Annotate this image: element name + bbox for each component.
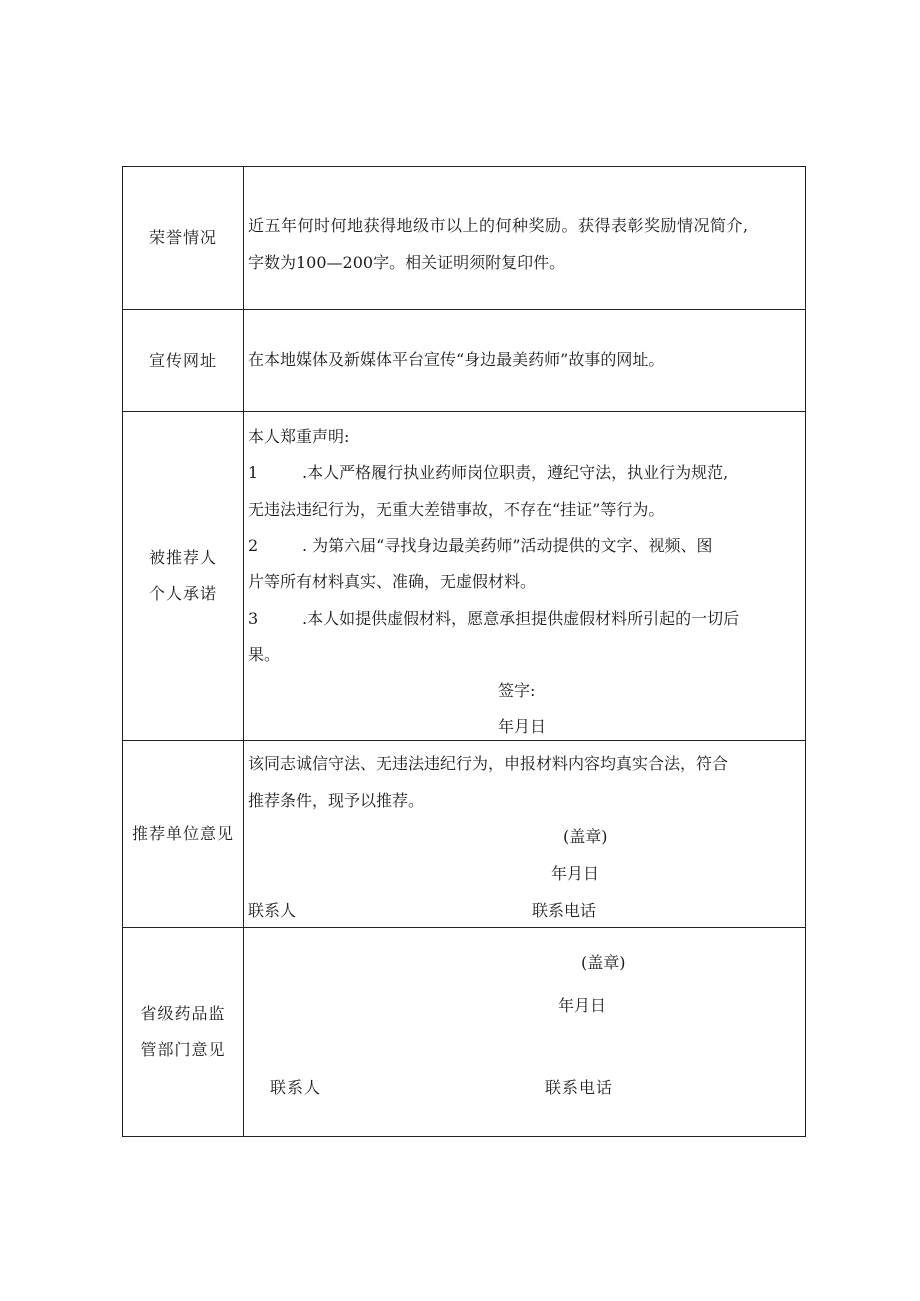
pledge-label: 被推荐人 [148,548,217,567]
pledge-item [248,536,713,556]
provincial-regulator-label: 省级药品监 [140,1004,226,1023]
pledge-signature: 签字: [498,681,536,700]
recommending-unit-label: 推荐单位意见 [131,824,234,843]
honors-row [123,167,805,310]
provincial-regulator-contact-person: 联系人 [270,1078,322,1097]
publicity-url-row [123,310,805,412]
recommending-unit-date: 年月日 [551,864,600,883]
pledge-item-continuation: 片等所有材料真实、准确，无虚假材料。 [248,572,537,591]
pledge-item [248,463,728,483]
nomination-form-table [122,166,806,1137]
provincial-regulator-row [123,928,805,1136]
publicity-url-label: 宣传网址 [148,350,217,370]
recommending-unit-seal: (盖章) [563,827,608,846]
pledge-content-cell[interactable] [245,412,805,740]
publicity-url-label-cell [123,310,244,411]
honors-text-line: 近五年何时何地获得地级市以上的何种奖励。获得表彰奖励情况简介, [248,216,749,235]
pledge-date: 年月日 [498,717,547,736]
pledge-item-number: 2 [248,536,259,555]
pledge-item-text: .本人如提供虚假材料，愿意承担提供虚假材料所引起的一切后 [302,609,740,628]
pledge-heading: 本人郑重声明: [248,427,350,446]
publicity-url-content-cell[interactable] [245,310,805,411]
recommending-unit-text-line: 该同志诚信守法、无违法违纪行为，申报材料内容均真实合法，符合 [248,754,729,773]
provincial-regulator-date: 年月日 [558,996,607,1015]
pledge-item-continuation: 无违法违纪行为，无重大差错事故，不存在“挂证”等行为。 [248,500,665,519]
recommending-unit-text-line: 推荐条件，现予以推荐。 [248,791,425,810]
provincial-regulator-content-cell[interactable] [245,928,805,1136]
recommending-unit-content-cell[interactable] [245,741,805,927]
recommending-unit-contact-person: 联系人 [248,901,297,920]
pledge-item-number: 3 [248,609,259,628]
pledge-item-text: . 为第六届“寻找身边最美药师”活动提供的文字、视频、图 [302,536,713,555]
honors-content-cell[interactable] [245,167,805,309]
pledge-row [123,412,805,741]
publicity-url-text: 在本地媒体及新媒体平台宣传“身边最美药师”故事的网址。 [248,350,665,369]
pledge-item-text: .本人严格履行执业药师岗位职责，遵纪守法，执业行为规范, [302,463,729,482]
pledge-item-continuation: 果。 [248,645,281,664]
honors-label: 荣誉情况 [148,228,217,247]
provincial-regulator-seal: (盖章) [581,953,626,972]
recommending-unit-row [123,741,805,928]
honors-label-cell [123,167,244,309]
pledge-item-number: 1 [248,463,259,482]
honors-text-line: 字数为100—200字。相关证明须附复印件。 [248,253,566,272]
provincial-regulator-label-cell [123,928,244,1136]
provincial-regulator-label: 管部门意见 [140,1040,226,1059]
pledge-item [248,609,739,629]
recommending-unit-label-cell [123,741,244,927]
recommending-unit-contact-phone: 联系电话 [532,901,597,920]
pledge-label-cell [123,412,244,740]
provincial-regulator-contact-phone: 联系电话 [545,1078,614,1097]
pledge-label: 个人承诺 [148,584,217,603]
